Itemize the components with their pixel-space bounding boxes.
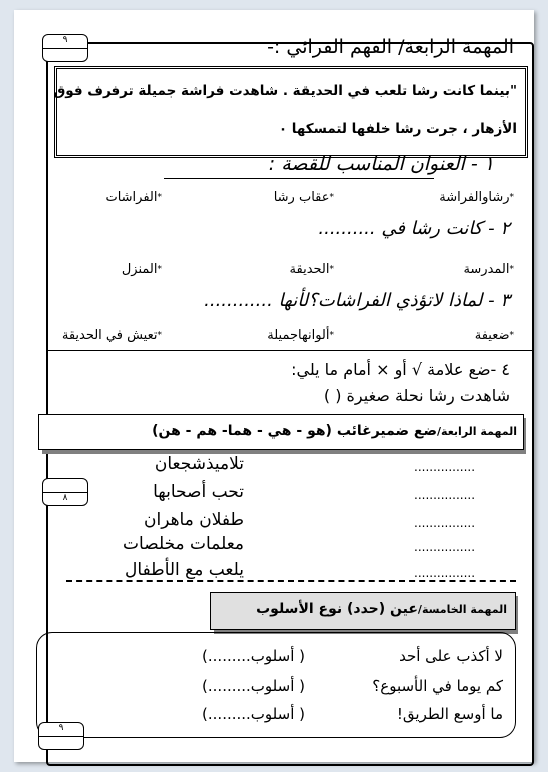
style-questions-box [36,632,516,738]
score-value: ٩ [58,723,64,733]
style-task-label: المهمة الخامسة/ [417,603,507,616]
pronoun-item-4: معلمات مخلصات [123,534,244,554]
pronouns-task-header [38,414,524,450]
score-value: ٩ [62,35,68,45]
score-box-pronouns [42,478,88,506]
q3-option-3[interactable]: *تعيش في الحديقة [61,328,162,343]
style-answer-2[interactable]: ( أسلوب.........) [202,677,305,695]
passage-line-2: الأزهار ، جرت رشا خلفها لتمسكها ٠ [278,121,517,137]
pronouns-divider [66,580,516,582]
score-value: ٨ [62,493,68,503]
question-3: ٣ - لماذا لاتؤذي الفراشات؟لأنها ............ [204,290,510,311]
style-item-3: ما أوسع الطريق! [396,705,503,723]
pronoun-blank-1[interactable]: ................ [414,460,476,474]
style-answer-3[interactable]: ( أسلوب.........) [202,705,305,723]
q2-option-3[interactable]: *المنزل [121,262,162,277]
q3-option-1[interactable]: *ضعيفة [474,328,514,343]
style-answer-1[interactable]: ( أسلوب.........) [202,647,305,665]
reading-task-title: المهمة الرابعة/ الفهم القرائي :- [267,36,514,58]
q1-option-1[interactable]: *رشاوالفراشة [439,190,514,205]
question-1-underline [164,178,434,179]
pronouns-task-instruction: ضع ضميرغائب (هو - هي - هما- هم - هن) [152,423,438,439]
q1-option-3[interactable]: *الفراشات [105,190,162,205]
style-item-1: لا أكذب على أحد [399,647,503,665]
pronoun-blank-4[interactable]: ................ [414,540,476,554]
pronoun-item-5: يلعب مع الأطفال [125,560,244,580]
pronouns-task-label: المهمة الرابعة/ [437,425,517,438]
q3-option-2[interactable]: *ألوانهاجميلة [267,328,334,343]
score-box-reading [42,34,88,62]
passage-line-1: "بينما كانت رشا تلعب في الحديقة . شاهدت فراشة جميلة ترفرف فوق [53,83,517,99]
passage-box [54,66,528,158]
style-item-2: كم يوما في الأسبوع؟ [372,677,503,695]
score-box-style [38,722,84,750]
pronoun-blank-3[interactable]: ................ [414,516,476,530]
style-task-header [210,592,516,630]
style-task-instruction: عين (حدد) نوع الأسلوب [256,601,418,617]
pronoun-blank-2[interactable]: ................ [414,488,476,502]
q2-option-1[interactable]: *المدرسة [463,262,514,277]
question-4-statement[interactable]: شاهدت رشا نحلة صغيرة ( ) [323,386,510,405]
q2-option-2[interactable]: *الحديقة [289,262,334,277]
pronoun-item-2: تحب أصحابها [153,482,244,502]
pronoun-item-3: طفلان ماهران [144,510,244,530]
worksheet-page [14,10,534,762]
question-1: ١ - العنوان المناسب للقصة : [268,153,494,175]
section-divider [48,350,532,351]
question-2: ٢ - كانت رشا في .......... [318,218,510,239]
pronoun-item-1: تلاميذشجعان [154,454,244,474]
q1-option-2[interactable]: *عقاب رشا [273,190,334,205]
pronoun-blank-5[interactable]: ................ [414,566,476,580]
question-4: ٤ -ضع علامة √ أو × أمام ما يلي: [291,360,510,379]
